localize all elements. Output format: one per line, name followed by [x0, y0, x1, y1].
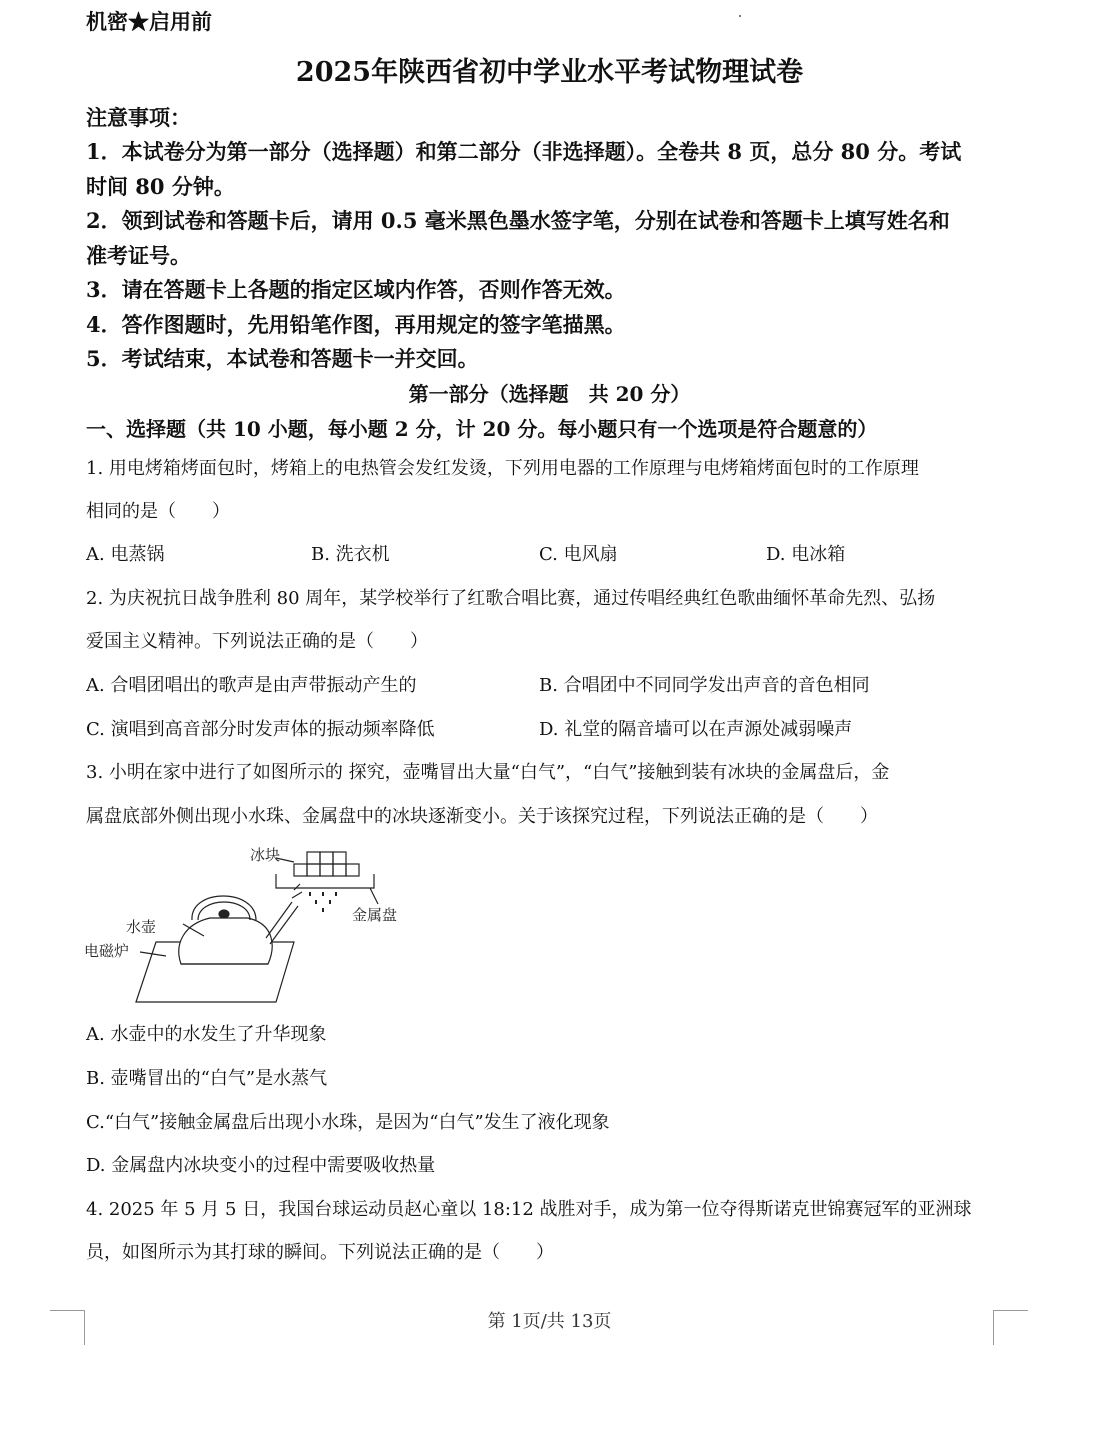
- note-line: 4．答作图题时，先用铅笔作图，再用规定的签字笔描黑。: [86, 312, 626, 337]
- label-ice: 冰块: [250, 846, 281, 864]
- label-tray: 金属盘: [352, 906, 398, 924]
- water-drops: [310, 892, 336, 912]
- question-2-line: 爱国主义精神。下列说法正确的是（ ）: [86, 631, 428, 652]
- question-3-line: 3. 小明在家中进行了如图所示的 探究，壶嘴冒出大量“白气”，“白气”接触到装有冰块的金属盘后，金: [86, 762, 890, 783]
- question-4-line: 4. 2025 年 5 月 5 日，我国台球运动员赵心童以 18:12 战胜对手，成为第一位夺得斯诺克世锦赛冠军的亚洲球: [86, 1199, 972, 1220]
- section-heading: 一、选择题（共 10 小题，每小题 2 分，计 20 分。每小题只有一个选项是符合题意的）: [86, 417, 878, 441]
- page-number: 第 1页/共 13页: [487, 1311, 612, 1332]
- part-one-heading: 第一部分（选择题 共 20 分）: [408, 382, 691, 406]
- q2-option-a: A. 合唱团唱出的歌声是由声带振动产生的: [86, 675, 417, 696]
- label-kettle: 水壶: [126, 918, 157, 936]
- label-stove: 电磁炉: [84, 942, 130, 960]
- question-4-line: 员，如图所示为其打球的瞬间。下列说法正确的是（ ）: [86, 1242, 554, 1263]
- question-3-line: 属盘底部外侧出现小水珠、金属盘中的冰块逐渐变小。关于该探究过程，下列说法正确的是（ ）: [86, 806, 878, 827]
- question-1-line: 相同的是（ ）: [86, 501, 230, 522]
- note-line: 3．请在答题卡上各题的指定区域内作答，否则作答无效。: [86, 277, 626, 302]
- note-line: 2．领到试卷和答题卡后，请用 0.5 毫米黑色墨水签字笔，分别在试卷和答题卡上填写姓名和: [86, 208, 950, 233]
- question-1-line: 1. 用电烤箱烤面包时，烤箱上的电热管会发红发烫，下列用电器的工作原理与电烤箱烤面包时的工作原理: [86, 458, 919, 479]
- note-line: 准考证号。: [86, 243, 191, 268]
- stray-dot: [739, 15, 741, 17]
- q1-option-b: B. 洗衣机: [311, 544, 390, 565]
- page-title: 2025年陕西省初中学业水平考试物理试卷: [295, 57, 804, 88]
- q2-option-c: C. 演唱到高音部分时发声体的振动频率降低: [86, 719, 435, 740]
- q1-option-c: C. 电风扇: [539, 544, 618, 565]
- note-line: 时间 80 分钟。: [86, 174, 235, 199]
- figure-drawing: [80, 838, 420, 1008]
- q2-option-d: D. 礼堂的隔音墙可以在声源处减弱噪声: [539, 719, 853, 740]
- kettle-experiment-figure: [80, 838, 420, 1008]
- q1-option-d: D. 电冰箱: [766, 544, 846, 565]
- question-2-line: 2. 为庆祝抗日战争胜利 80 周年，某学校举行了红歌合唱比赛，通过传唱经典红色歌曲缅怀革命先烈、弘扬: [86, 588, 936, 609]
- note-line: 5．考试结束，本试卷和答题卡一并交回。: [86, 346, 479, 371]
- q2-option-b: B. 合唱团中不同同学发出声音的音色相同: [539, 675, 870, 696]
- q1-option-a: A. 电蒸锅: [86, 544, 165, 565]
- q3-option-b: B. 壶嘴冒出的“白气”是水蒸气: [86, 1068, 328, 1089]
- ice-cubes: [294, 852, 359, 876]
- q3-option-a: A. 水壶中的水发生了升华现象: [86, 1024, 327, 1045]
- q3-option-c: C.“白气”接触金属盘后出现小水珠，是因为“白气”发生了液化现象: [86, 1112, 610, 1133]
- notes-heading: 注意事项：: [86, 105, 191, 130]
- confidential-label: 机密★启用前: [86, 9, 212, 34]
- kettle-body: [179, 918, 272, 964]
- q3-option-d: D. 金属盘内冰块变小的过程中需要吸收热量: [86, 1155, 436, 1176]
- note-line: 1．本试卷分为第一部分（选择题）和第二部分（非选择题）。全卷共 8 页，总分 80 分。考试: [86, 139, 962, 164]
